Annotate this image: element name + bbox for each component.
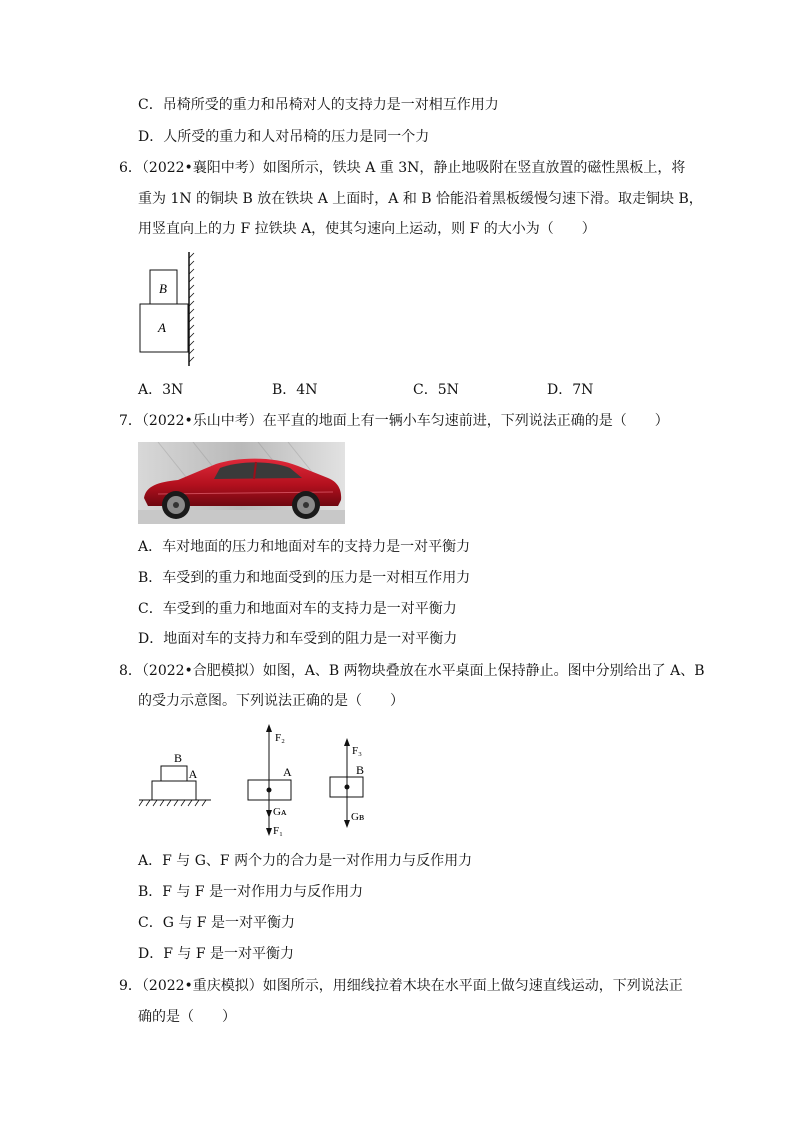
q6-option-d: D．7N — [547, 382, 594, 398]
q5-option-d: D．人所受的重力和人对吊椅的压力是同一个力 — [138, 129, 430, 145]
force-diagram-a — [248, 724, 292, 837]
q8-stem-line2: 的受力示意图。下列说法正确的是（ ） — [138, 693, 404, 709]
stacked-blocks — [139, 751, 211, 806]
q6-figure-blackboard-blocks — [130, 248, 210, 370]
q6-option-c: C．5N — [413, 382, 459, 398]
q8-force-diagram — [135, 722, 395, 840]
block-b-label: B — [159, 281, 167, 296]
q9-stem-line1: 9．（2022•重庆模拟）如图所示，用细线拉着木块在水平面上做匀速直线运动，下列说法正 — [119, 978, 683, 994]
svg-text:F₃: F₃ — [352, 745, 362, 757]
q7-option-b: B．车受到的重力和地面受到的压力是一对相互作用力 — [138, 570, 471, 586]
q7-option-c: C．车受到的重力和地面对车的支持力是一对平衡力 — [138, 601, 457, 617]
q6-option-b: B．4N — [272, 382, 318, 398]
q6-stem-line1: 6．（2022•襄阳中考）如图所示，铁块 A 重 3N，静止地吸附在竖直放置的磁性黑板上，将 — [119, 160, 686, 176]
svg-text:A: A — [283, 765, 292, 779]
q9-stem-line2: 确的是（ ） — [138, 1009, 236, 1025]
q8-option-a: A．F 与 G、F 两个力的合力是一对作用力与反作用力 — [138, 853, 473, 869]
q8-option-b: B．F 与 F 是一对作用力与反作用力 — [138, 884, 364, 900]
q6-option-a: A．3N — [138, 382, 184, 398]
q6-stem-line3: 用竖直向上的力 F 拉铁块 A，使其匀速向上运动，则 F 的大小为（ ） — [138, 221, 596, 237]
q5-option-c: C．吊椅所受的重力和吊椅对人的支持力是一对相互作用力 — [138, 97, 499, 113]
svg-text:Gʙ: Gʙ — [351, 811, 365, 823]
q7-car-photo — [138, 442, 345, 524]
q8-option-d: D．F 与 F 是一对平衡力 — [138, 946, 295, 962]
q6-stem-line2: 重为 1N 的铜块 B 放在铁块 A 上面时，A 和 B 恰能沿着黑板缓慢匀速下滑。取走铜块 B， — [138, 191, 703, 207]
q8-stem-line1: 8．（2022•合肥模拟）如图，A、B 两物块叠放在水平桌面上保持静止。图中分别给出了 A、B — [119, 663, 705, 679]
svg-text:F₁: F₁ — [273, 825, 283, 837]
svg-text:B: B — [356, 763, 365, 777]
force-diagram-b — [330, 738, 364, 828]
svg-text:Gᴀ: Gᴀ — [273, 806, 287, 818]
q7-stem-line1: 7．（2022•乐山中考）在平直的地面上有一辆小车匀速前进，下列说法正确的是（ ） — [119, 413, 669, 429]
q7-option-d: D．地面对车的支持力和车受到的阻力是一对平衡力 — [138, 631, 458, 647]
q8-option-c: C．G 与 F 是一对平衡力 — [138, 915, 295, 931]
block-a-label: A — [158, 320, 166, 335]
svg-text:F₂: F₂ — [275, 732, 285, 744]
svg-text:A: A — [188, 767, 198, 781]
svg-text:B: B — [173, 751, 183, 765]
q7-option-a: A．车对地面的压力和地面对车的支持力是一对平衡力 — [138, 539, 471, 555]
